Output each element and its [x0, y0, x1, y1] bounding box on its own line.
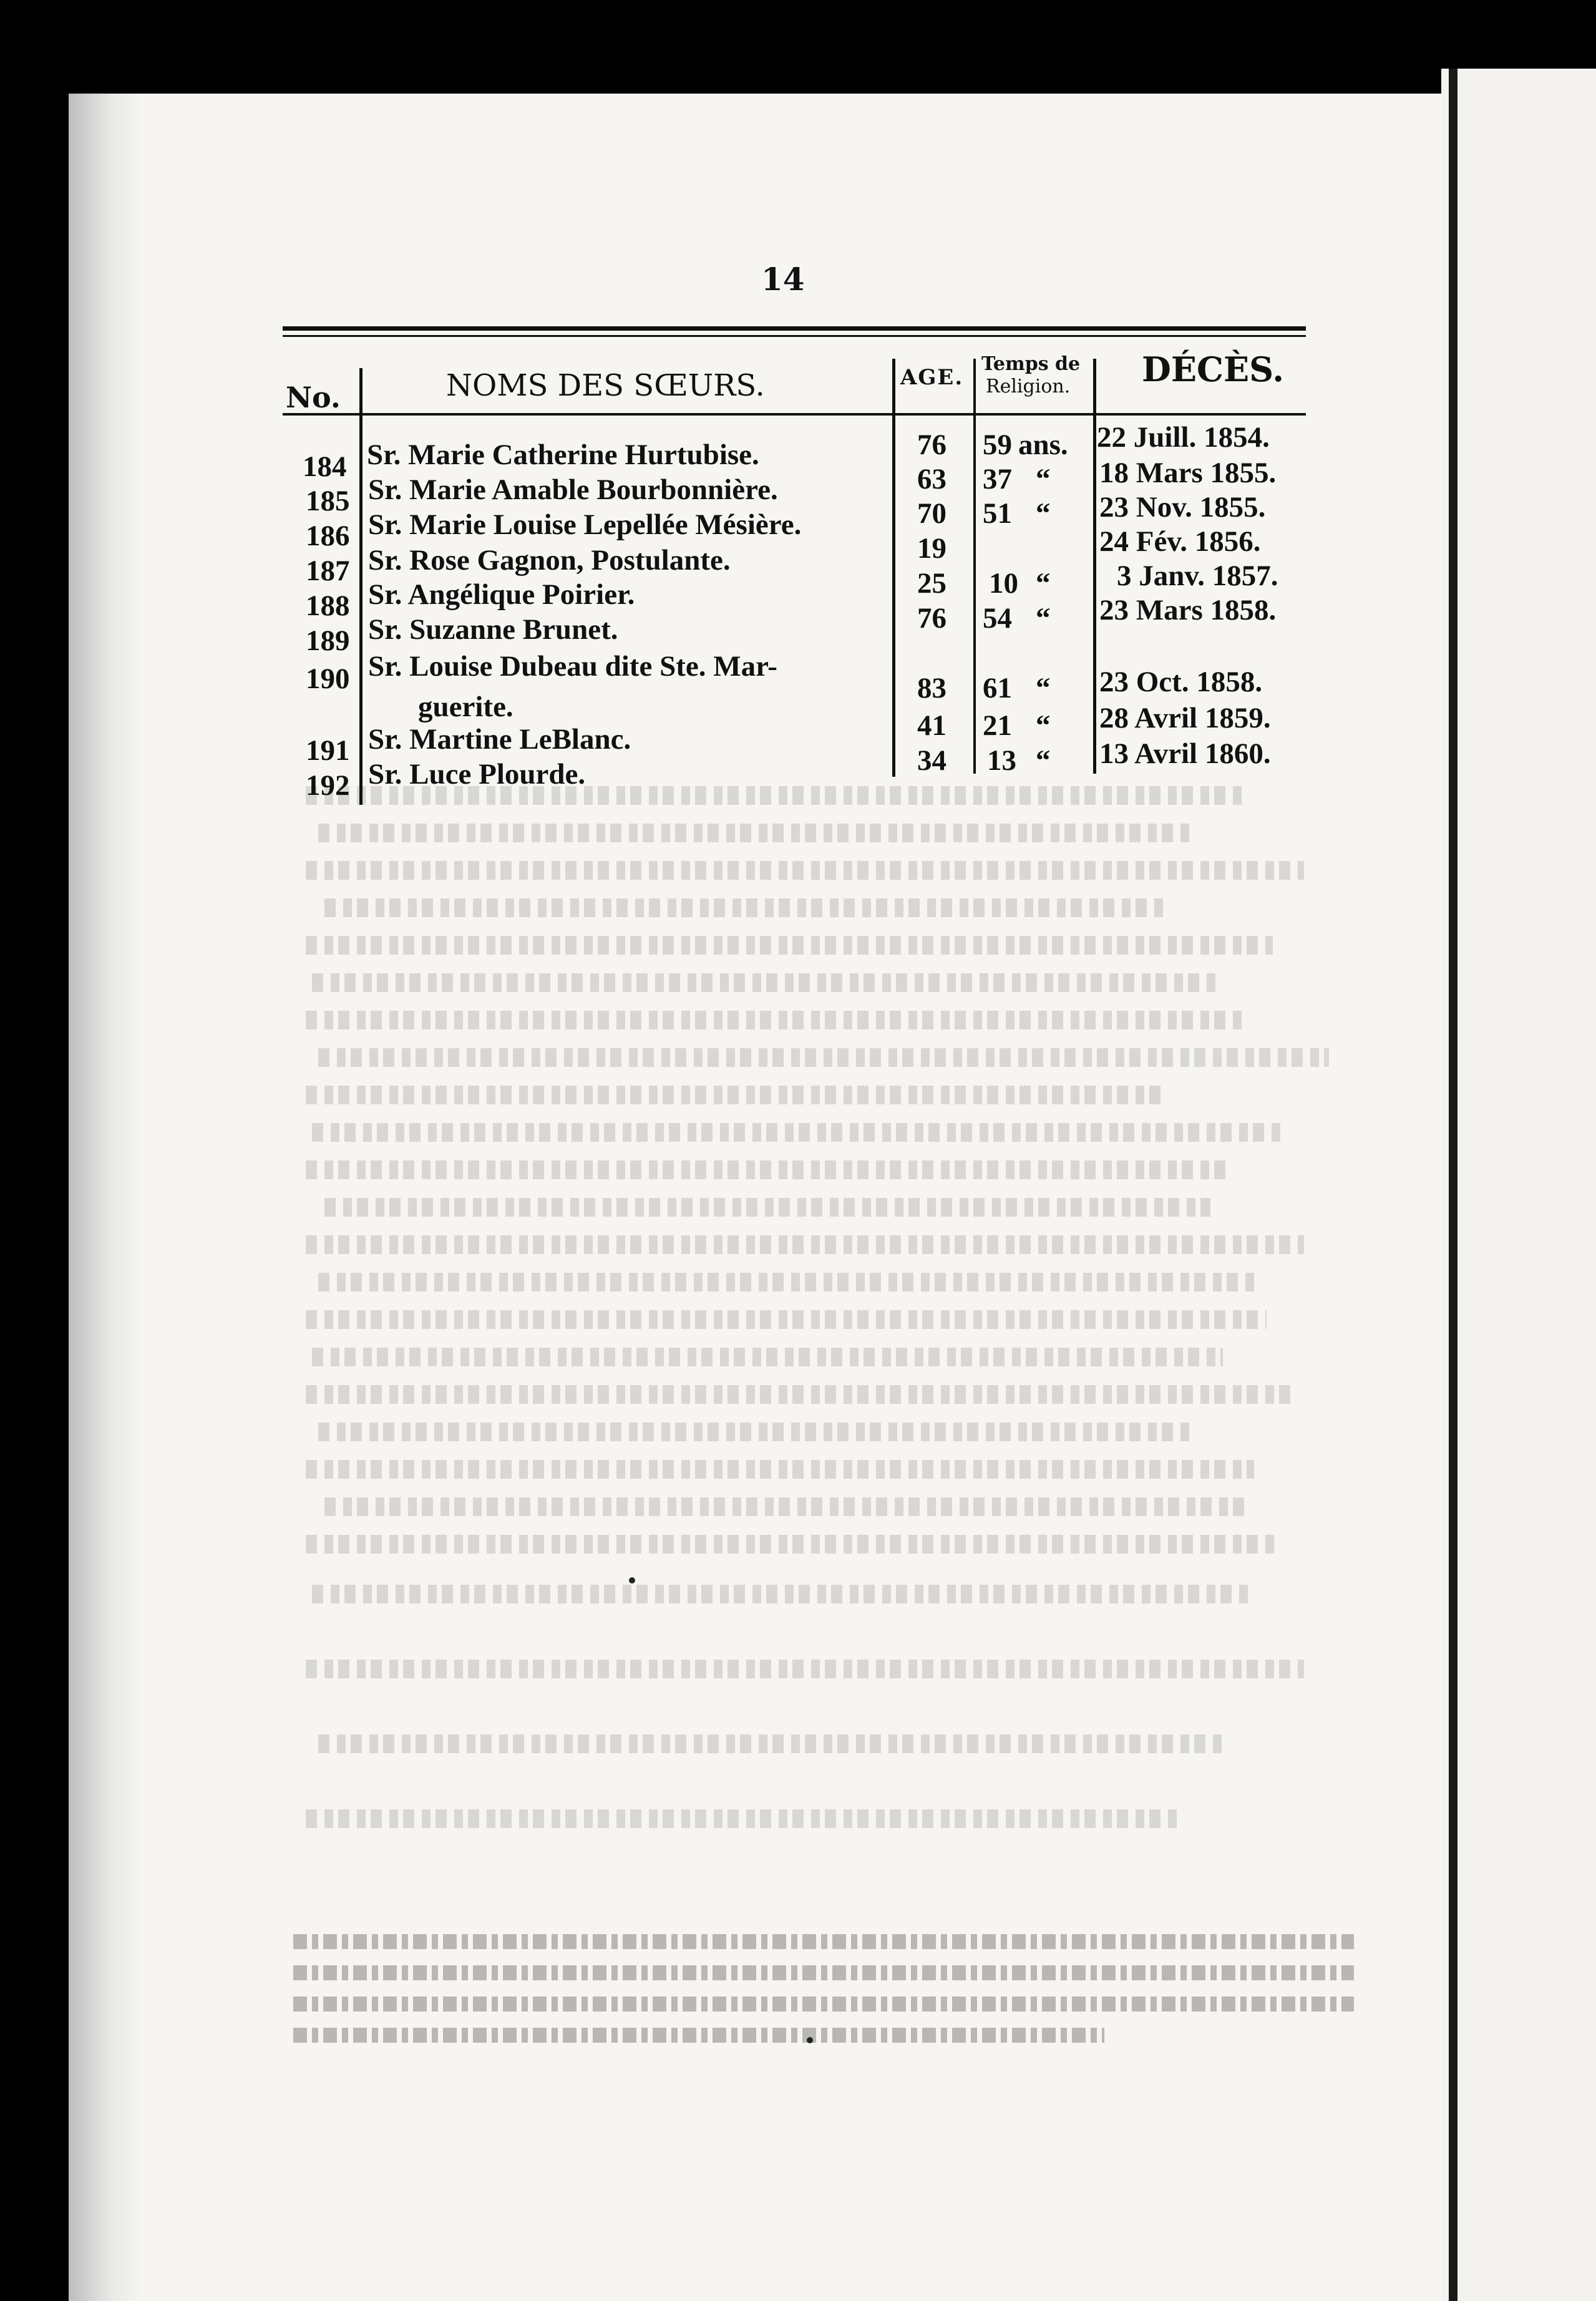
row-192-unit: “ — [1036, 744, 1051, 777]
row-184-age: 76 — [917, 429, 946, 461]
row-192-temps: 13 — [987, 744, 1016, 777]
row-191-no: 191 — [306, 734, 350, 767]
row-187-age: 19 — [917, 532, 946, 565]
page-number: 14 — [761, 261, 805, 298]
row-187-no: 187 — [306, 555, 350, 587]
bleed-through-text — [306, 786, 1366, 1897]
header-deces: DÉCÈS. — [1142, 349, 1284, 389]
row-189-name: Sr. Suzanne Brunet. — [368, 613, 618, 646]
header-bottom-rule — [283, 413, 1306, 416]
row-189-deces: 23 Mars 1858. — [1099, 594, 1277, 626]
row-191-name: Sr. Martine LeBlanc. — [368, 723, 631, 756]
column-divider — [973, 359, 976, 774]
row-185-age: 63 — [917, 463, 946, 495]
row-186-unit: “ — [1036, 497, 1051, 530]
row-190-name-continued: guerite. — [418, 691, 513, 723]
bleed-through-footnote — [293, 2028, 1104, 2043]
row-188-deces: 3 Janv. 1857. — [1117, 560, 1278, 592]
row-186-temps: 51 — [983, 497, 1012, 530]
row-189-temps: 54 — [983, 602, 1012, 635]
bleed-through-footnote — [293, 1965, 1354, 1980]
row-186-age: 70 — [917, 497, 946, 530]
row-189-unit: “ — [1036, 602, 1051, 635]
row-191-age: 41 — [917, 709, 946, 742]
row-184-name: Sr. Marie Catherine Hurtubise. — [367, 439, 759, 471]
row-188-name: Sr. Angélique Poirier. — [368, 578, 635, 611]
row-190-no: 190 — [306, 663, 350, 695]
row-190-age: 83 — [917, 672, 946, 704]
row-190-temps: 61 — [983, 672, 1012, 704]
row-191-unit: “ — [1036, 709, 1051, 742]
table-top-rule — [283, 326, 1306, 331]
header-temps-line2: Religion. — [986, 376, 1071, 397]
row-188-unit: “ — [1036, 567, 1051, 600]
bleed-through-footnote — [293, 1934, 1354, 1949]
row-185-no: 185 — [306, 485, 350, 517]
row-187-deces: 24 Fév. 1856. — [1099, 525, 1261, 558]
header-names: NOMS DES SŒURS. — [446, 368, 765, 403]
row-189-age: 76 — [917, 602, 946, 635]
row-190-deces: 23 Oct. 1858. — [1099, 666, 1263, 698]
row-191-temps: 21 — [983, 709, 1012, 742]
row-188-age: 25 — [917, 567, 946, 600]
page-edge-shadow — [1449, 69, 1457, 2301]
row-188-no: 188 — [306, 590, 350, 622]
row-185-temps: 37 — [983, 463, 1012, 495]
ink-speck — [629, 1577, 635, 1583]
row-186-deces: 23 Nov. 1855. — [1099, 491, 1266, 523]
row-184-unit: ans. — [1018, 429, 1068, 461]
column-divider — [359, 368, 363, 805]
column-divider — [1093, 359, 1096, 774]
row-188-temps: 10 — [989, 567, 1018, 600]
column-divider — [892, 359, 895, 777]
row-186-no: 186 — [306, 520, 350, 552]
row-185-deces: 18 Mars 1855. — [1099, 457, 1277, 489]
adjacent-page-edge — [1441, 69, 1596, 2301]
row-186-name: Sr. Marie Louise Lepellée Mésière. — [368, 508, 802, 541]
row-192-age: 34 — [917, 744, 946, 777]
binding-shadow — [69, 94, 144, 2301]
ink-speck — [807, 2037, 813, 2043]
row-185-name: Sr. Marie Amable Bourbonnière. — [368, 474, 778, 506]
header-age: AGE. — [900, 365, 964, 390]
bleed-through-footnote — [293, 1997, 1354, 2012]
header-temps-line1: Temps de — [981, 353, 1081, 375]
row-192-no: 192 — [306, 769, 350, 802]
row-185-unit: “ — [1036, 463, 1051, 495]
table-top-rule-thin — [283, 335, 1306, 337]
row-191-deces: 28 Avril 1859. — [1099, 702, 1271, 734]
row-189-no: 189 — [306, 625, 350, 657]
header-no: No. — [286, 381, 341, 414]
row-187-name: Sr. Rose Gagnon, Postulante. — [368, 544, 731, 576]
row-184-deces: 22 Juill. 1854. — [1097, 421, 1270, 454]
row-190-name: Sr. Louise Dubeau dite Ste. Mar- — [368, 650, 777, 683]
row-184-temps: 59 — [983, 429, 1012, 461]
row-184-no: 184 — [303, 450, 347, 483]
row-190-unit: “ — [1036, 672, 1051, 704]
row-192-deces: 13 Avril 1860. — [1099, 737, 1271, 770]
row-192-name: Sr. Luce Plourde. — [368, 758, 586, 791]
